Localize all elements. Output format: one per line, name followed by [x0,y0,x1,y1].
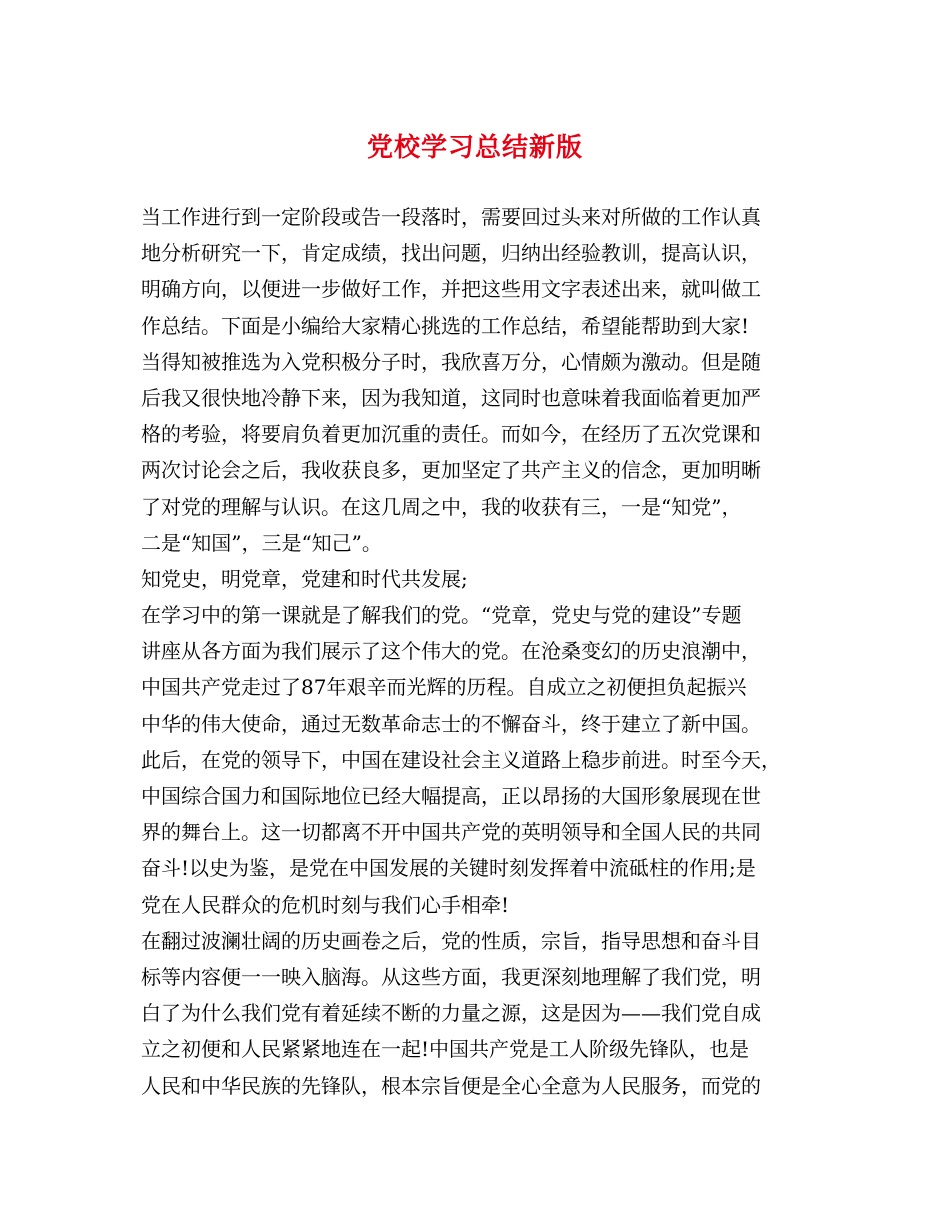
text-line: 中华的伟大使命，通过无数革命志士的不懈奋斗，终于建立了新中国。 [141,711,761,736]
document-title: 党校学习总结新版 [366,133,583,163]
text-line: 两次讨论会之后，我收获良多，更加坚定了共产主义的信念，更加明晰 [141,458,761,483]
document-body [141,199,841,1104]
text-line: 标等内容便一一映入脑海。从这些方面，我更深刻地理解了我们党，明 [141,964,761,989]
text-line: 党在人民群众的危机时刻与我们心手相牵! [141,892,510,917]
text-line: 人民和中华民族的先锋队，根本宗旨便是全心全意为人民服务，而党的 [141,1073,761,1098]
text-line: 中国综合国力和国际地位已经大幅提高，正以昂扬的大国形象展现在世 [141,784,761,808]
text-line: 立之初便和人民紧紧地连在一起!中国共产党是工人阶级先锋队，也是 [141,1037,750,1062]
text-line: 知党史，明党章，党建和时代共发展; [141,566,468,591]
text-line: 当得知被推选为入党积极分子时，我欣喜万分，心情颇为激动。但是随 [141,349,761,374]
text-line: 作总结。下面是小编给大家精心挑选的工作总结，希望能帮助到大家! [141,313,750,338]
text-line: 明确方向，以便进一步做好工作，并把这些用文字表述出来，就叫做工 [141,277,761,302]
text-line: 后我又很快地冷静下来，因为我知道，这同时也意味着我面临着更加严 [141,385,761,410]
text-line: 在翻过波澜壮阔的历史画卷之后，党的性质，宗旨，指导思想和奋斗目 [141,928,761,953]
text-line: 在学习中的第一课就是了解我们的党。“党章，党史与党的建设”专题 [141,603,742,628]
text-line: 格的考验，将要肩负着更加沉重的责任。而如今，在经历了五次党课和 [141,422,761,447]
text-line: 当工作进行到一定阶段或告一段落时，需要回过头来对所做的工作认真 [141,205,761,229]
text-line: 白了为什么我们党有着延续不断的力量之源，这是因为——我们党自成 [141,1001,761,1026]
text-line: 地分析研究一下，肯定成绩，找出问题，归纳出经验教训，提高认识， [141,241,761,266]
text-line: 奋斗!以史为鉴，是党在中国发展的关键时刻发挥着中流砥柱的作用;是 [141,856,756,881]
text-line: 了对党的理解与认识。在这几周之中，我的收获有三，一是“知党”， [141,494,742,519]
text-line: 此后，在党的领导下，中国在建设社会主义道路上稳步前进。时至今天， [141,747,781,772]
text-line: 讲座从各方面为我们展示了这个伟大的党。在沧桑变幻的历史浪潮中， [141,639,761,664]
text-line: 界的舞台上。这一切都离不开中国共产党的英明领导和全国人民的共同 [141,820,761,845]
text-line: 二是“知国”，三是“知己”。 [141,530,382,555]
text-line: 中国共产党走过了87年艰辛而光辉的历程。自成立之初便担负起振兴 [141,675,747,700]
